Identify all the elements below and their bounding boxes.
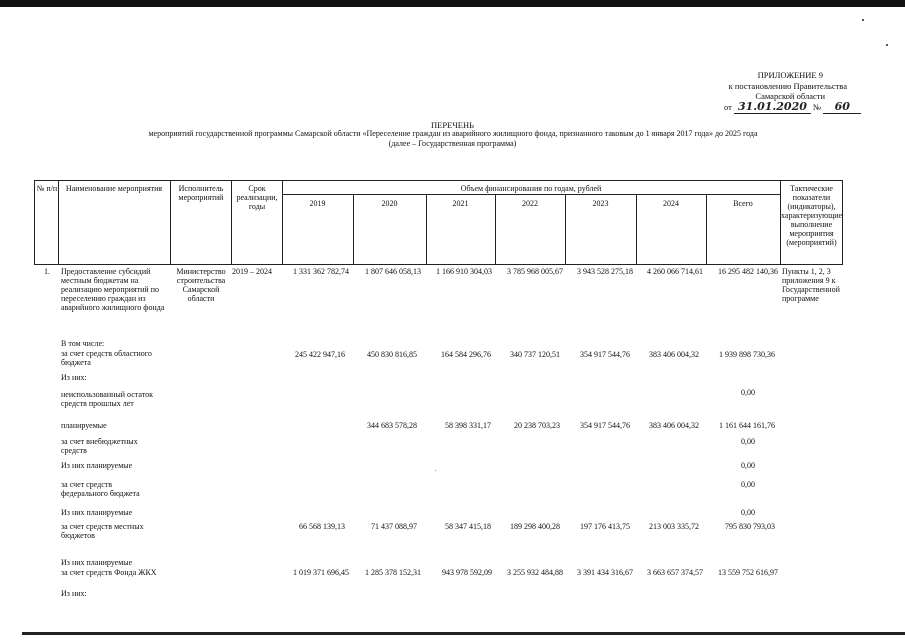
planned-value-2020: 344 683 578,28 [367,421,417,430]
col-divider [34,180,35,265]
planned-value-2022: 20 238 703,23 [514,421,560,430]
local-label: за счет средств местных бюджетов [61,522,144,540]
incl-label: В том числе: [61,339,105,348]
regional-value-2019: 245 422 947,16 [295,350,345,359]
fund-value-2023: 3 391 434 316,67 [577,568,633,577]
regional-value-2021: 164 584 296,76 [441,350,491,359]
fund-value-2022: 3 255 932 484,88 [507,568,563,577]
table-top-border [34,180,842,181]
of-them-planned-total: 0,00 [741,508,755,517]
date-value: 31.01.2020 [734,100,811,114]
decree-line: к постановлению Правительства [728,81,847,91]
of-them-label: Из них: [61,589,87,598]
col-header-term: Срок реализации, годы [236,184,278,211]
unused-label: неиспользованный остаток средств прошлых лет [61,390,153,408]
regional-value-2023: 354 917 544,76 [580,350,630,359]
col-header-year: 2023 [592,199,609,208]
col-header-year: 2020 [381,199,398,208]
col-header-total: Всего [733,199,753,208]
row-name: Предоставление субсидий местным бюджетам на реализацию мероприятий по переселению граждан из аварийного жилищного фонда [61,267,165,312]
col-header-year: 2022 [522,199,538,208]
regional-value-total: 1 939 898 730,36 [719,350,775,359]
row1-value-2023: 3 943 528 275,18 [577,267,633,276]
number-prefix: № [813,102,822,112]
planned-value-total: 1 161 644 161,76 [719,421,775,430]
scan-bottom-border [22,632,905,635]
row1-value-2019: 1 331 362 782,74 [293,267,349,276]
row1-value-2022: 3 785 968 005,67 [507,267,563,276]
row-executor: Министерство строительства Самарской области [176,267,226,303]
col-header-year: 2021 [452,199,469,208]
regional-value-2020: 450 830 816,85 [367,350,417,359]
regional-value-2022: 340 737 120,51 [510,350,560,359]
federal-label: за счет средств федерального бюджета [61,480,140,498]
unused-total: 0,00 [741,388,755,397]
of-them-planned-label: Из них планируемые [61,461,133,470]
appendix-label: ПРИЛОЖЕНИЕ 9 [757,70,823,80]
scan-speck [435,470,436,471]
document-title: ПЕРЕЧЕНЬ [431,120,474,130]
regional-value-2024: 383 406 004,32 [649,350,699,359]
scan-top-border [0,0,905,7]
of-them-label: Из них: [61,373,87,382]
row1-value-2024: 4 260 066 714,61 [647,267,703,276]
col-header-executor: Исполнитель мероприятий [178,184,224,202]
fund-value-total: 13 559 752 616,97 [718,568,778,577]
col-header-name: Наименование мероприятия [65,184,163,193]
col-header-indicators: Тактические показатели (индикаторы), характеризующие выполнение мероприятия (мероприятий) [781,184,843,247]
fund-label: за счет средств Фонда ЖКХ [61,568,157,577]
local-value-2021: 58 347 415,18 [445,522,491,531]
regional-label: за счет средств областного бюджета [61,349,152,367]
of-them-planned-label: Из них планируемые [61,558,133,567]
date-prefix: от [724,102,732,112]
row1-value-total: 16 295 482 140,36 [718,267,778,276]
row1-value-2021: 1 166 910 304,03 [436,267,492,276]
planned-value-2023: 354 917 544,76 [580,421,630,430]
col-header-no: № п/п [36,184,58,193]
col-header-funding: Объем финансирования по годам, рублей [460,184,602,193]
local-value-2024: 213 003 335,72 [649,522,699,531]
extrabudget-total: 0,00 [741,437,755,446]
of-them-planned-total: 0,00 [741,461,755,470]
col-header-year: 2019 [309,199,326,208]
fund-value-2020: 1 285 378 152,31 [365,568,421,577]
col-divider [842,180,843,265]
planned-label: планируемые [61,421,107,430]
extrabudget-label: за счет внебюджетных средств [61,437,138,455]
title-line-2: (далее – Государственная программа) [388,139,517,148]
fund-value-2019: 1 019 371 696,45 [293,568,349,577]
local-value-2020: 71 437 088,97 [371,522,417,531]
local-value-2019: 66 568 139,13 [299,522,345,531]
federal-total: 0,00 [741,480,755,489]
planned-value-2024: 383 406 004,32 [649,421,699,430]
fund-value-2021: 943 978 592,09 [442,568,492,577]
local-value-total: 795 830 793,03 [725,522,775,531]
scan-speck [886,44,888,46]
scan-speck [862,19,864,21]
of-them-planned-label: Из них планируемые [61,508,133,517]
row-number: 1. [44,267,50,276]
title-line-1: мероприятий государственной программы Самарской области «Переселение граждан из аварийного жилищного фонда, признанного таковым до 1 января 2017 года» до 2025 года [148,129,758,138]
fund-value-2024: 3 663 657 374,57 [647,568,703,577]
row1-value-2020: 1 807 646 058,13 [365,267,421,276]
col-divider [58,180,59,265]
row-indicators: Пункты 1, 2, 3 приложения 9 к Государственной программе [782,267,840,303]
local-value-2022: 189 298 400,28 [510,522,560,531]
planned-value-2021: 58 398 331,17 [445,421,491,430]
header-bottom-border [34,264,842,265]
region-line: Самарской области [755,91,825,101]
number-value: 60 [823,100,861,114]
local-value-2023: 197 176 413,75 [580,522,630,531]
col-header-year: 2024 [663,199,679,208]
row-term: 2019 – 2024 [232,267,272,276]
date-line [724,100,861,114]
